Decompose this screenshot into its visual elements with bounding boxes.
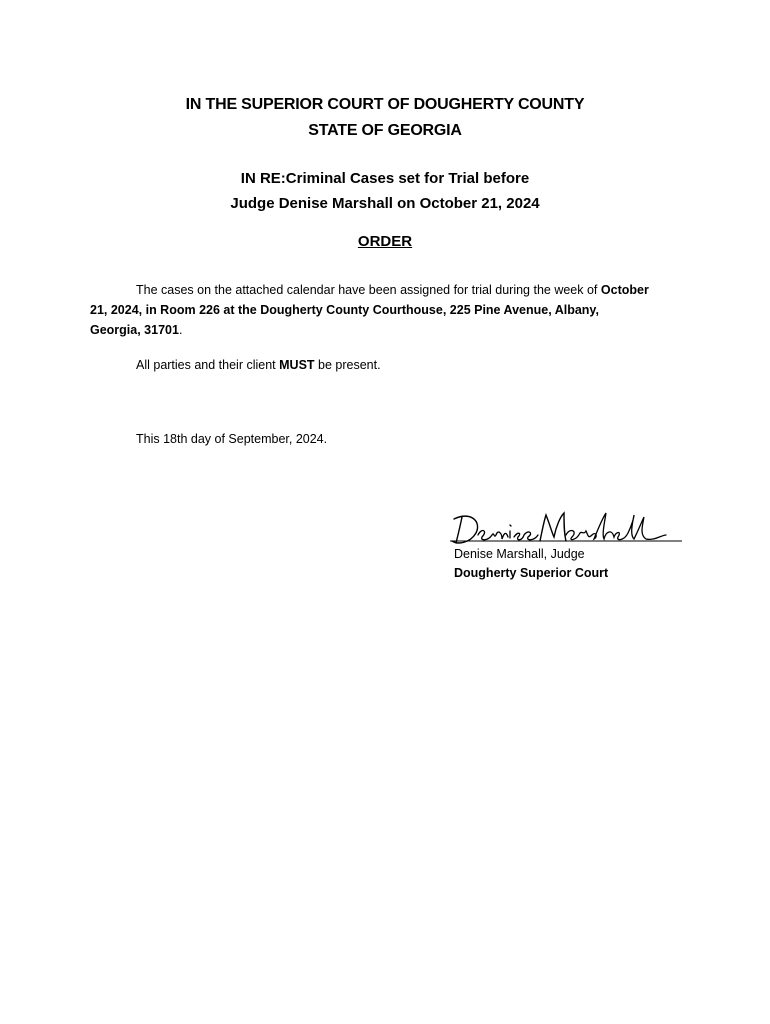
court-name-heading: IN THE SUPERIOR COURT OF DOUGHERTY COUNTY bbox=[185, 96, 585, 113]
order-heading: ORDER bbox=[357, 233, 413, 250]
signer-name-title: Denise Marshall, Judge bbox=[454, 547, 585, 561]
signer-court: Dougherty Superior Court bbox=[454, 566, 609, 580]
paragraph-1-end: . bbox=[178, 323, 183, 337]
paragraph-2-post: be present. bbox=[314, 358, 381, 372]
paragraph-1-trial-details: October 21, 2024, in Room 226 at the Dougherty County Courthouse, 225 Pine Avenue, Albany, Georgia, 31701 bbox=[90, 283, 649, 337]
paragraph-1-intro: The cases on the attached calendar have been assigned for trial during the week of bbox=[136, 283, 598, 297]
in-re-line-2: Judge Denise Marshall on October 21, 2024 bbox=[230, 195, 540, 212]
in-re-line-1: IN RE:Criminal Cases set for Trial before bbox=[240, 170, 530, 187]
paragraph-2-pre: All parties and their client bbox=[136, 358, 280, 372]
paragraph-2-must: MUST bbox=[279, 358, 315, 372]
handwritten-signature bbox=[448, 505, 684, 549]
state-heading: STATE OF GEORGIA bbox=[308, 122, 462, 139]
signature-block bbox=[448, 505, 688, 595]
order-paragraph-1 bbox=[90, 280, 650, 340]
order-paragraph-2 bbox=[136, 355, 696, 375]
date-line: This 18th day of September, 2024. bbox=[136, 432, 328, 446]
